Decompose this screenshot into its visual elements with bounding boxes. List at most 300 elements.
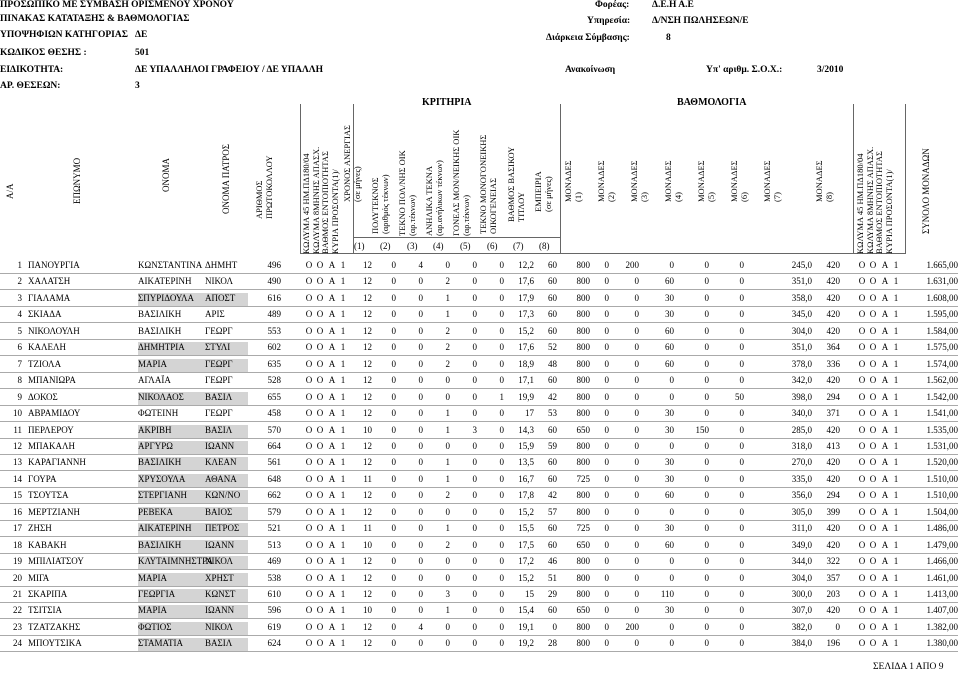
cell-m6: 0 [739, 638, 744, 649]
column-header-area [0, 94, 960, 254]
cell-aa: 23 [13, 621, 22, 632]
positions-label: ΑΡ. ΘΕΣΕΩΝ: [0, 81, 61, 91]
cell-q2: Ο [869, 506, 877, 517]
cell-k1: Ο [305, 292, 313, 303]
cell-c5: 0 [472, 506, 477, 517]
cell-c4: 2 [445, 539, 450, 550]
protocol-cell: 553 [267, 325, 281, 336]
cell-k3: Α [328, 589, 336, 599]
cell-k3: Α [328, 556, 336, 567]
father-cell: ΒΑΣΙΛ [205, 391, 233, 402]
cell-m1: 800 [576, 457, 590, 468]
cell-c3: 0 [418, 572, 423, 583]
cell-c6: 0 [499, 605, 504, 616]
cell-q4: 1 [893, 490, 899, 501]
name-cell: ΡΕΒΕΚΑ [138, 506, 174, 517]
cell-m4: 0 [669, 375, 674, 386]
cell-aa: 7 [17, 358, 22, 369]
cell-c3: 0 [418, 490, 423, 501]
name-cell: ΣΠΥΡΙΔΟΥΛΑ [138, 292, 194, 303]
cell-q1: Ο [858, 556, 866, 567]
cell-m5: 0 [704, 309, 709, 320]
protocol-cell: 619 [267, 621, 281, 632]
cell-m4: 60 [665, 342, 674, 353]
cell-c7: 12,2 [518, 260, 534, 270]
cell-m7: 345,0 [791, 309, 812, 320]
cell-m5: 0 [704, 276, 709, 287]
cell-m3: 0 [634, 391, 639, 402]
cell-aa: 5 [17, 325, 22, 336]
cell-c1: 12 [363, 292, 372, 303]
cell-q1: Ο [858, 572, 866, 583]
cell-c6: 0 [499, 473, 504, 484]
cell-q2: Ο [869, 440, 877, 451]
name-cell: ΑΙΚΑΤΕΡΙΝΗ [138, 276, 192, 287]
cell-c2: 0 [391, 358, 396, 369]
name-cell: ΧΡΥΣΟΥΛΑ [138, 473, 186, 484]
cell-m1: 650 [576, 605, 590, 616]
cell-c8: 28 [548, 638, 557, 649]
total-cell: 1.382,00 [926, 621, 958, 632]
cell-c3: 0 [418, 638, 423, 649]
code-label: ΚΩΔΙΚΟΣ ΘΕΣΗΣ : [0, 48, 87, 58]
cell-m4: 0 [669, 556, 674, 567]
cell-k4: 1 [340, 605, 346, 616]
group-criteria: ΚΡΙΤΗΡΙΑ [422, 97, 472, 108]
protocol-cell: 496 [267, 260, 281, 270]
cell-m7: 335,0 [791, 473, 812, 484]
cell-m2: 0 [604, 342, 609, 353]
name-cell: ΜΑΡΙΑ [138, 572, 168, 583]
cell-q4: 1 [893, 440, 899, 451]
cell-q4: 1 [893, 358, 899, 369]
protocol-cell: 616 [267, 292, 281, 303]
cell-c8: 60 [548, 325, 557, 336]
surname-cell: ΖΗΣΗ [28, 523, 52, 534]
cell-k1: Ο [305, 621, 313, 632]
cell-m2: 0 [604, 375, 609, 386]
cell-c2: 0 [391, 408, 396, 419]
cell-m6: 0 [739, 523, 744, 534]
cell-m5: 0 [704, 539, 709, 550]
col-c4: ΑΝΗΛΙΚΑ ΤΕΚΝΑ (αρ.ανήλικων τέκνων) [424, 160, 444, 236]
protocol-cell: 664 [267, 440, 281, 451]
cell-m7: 351,0 [791, 342, 812, 353]
cell-m3: 0 [634, 325, 639, 336]
cell-c1: 11 [363, 473, 372, 484]
cell-m2: 0 [604, 621, 609, 632]
cell-m8: 420 [826, 457, 840, 468]
cell-c3: 0 [418, 408, 423, 419]
cell-c7: 15 [525, 589, 534, 599]
cell-q3: Α [881, 457, 889, 468]
cell-c4: 1 [445, 292, 450, 303]
total-cell: 1.486,00 [926, 523, 958, 534]
cell-m2: 0 [604, 572, 609, 583]
cell-k3: Α [328, 539, 336, 550]
cell-c3: 0 [418, 325, 423, 336]
cell-m4: 30 [665, 523, 674, 534]
surname-cell: ΜΙΓΑ [28, 572, 50, 583]
cell-m2: 0 [604, 424, 609, 435]
crit-number: (4) [433, 241, 444, 251]
cell-q4: 1 [893, 556, 899, 567]
protocol-cell: 521 [267, 523, 281, 534]
cell-q4: 1 [893, 473, 899, 484]
cell-k1: Ο [305, 260, 313, 270]
cell-q3: Α [881, 572, 889, 583]
cell-m1: 800 [576, 506, 590, 517]
cell-m6: 0 [739, 490, 744, 501]
row-separator [0, 651, 958, 652]
cell-c7: 17,8 [518, 490, 534, 501]
protocol-cell: 579 [267, 506, 281, 517]
cell-c4: 0 [445, 391, 450, 402]
cell-m7: 344,0 [791, 556, 812, 567]
cell-m1: 800 [576, 408, 590, 419]
cell-m6: 0 [739, 292, 744, 303]
cell-c1: 12 [363, 342, 372, 353]
cell-c4: 0 [445, 375, 450, 386]
cell-c2: 0 [391, 276, 396, 287]
cell-c4: 1 [445, 309, 450, 320]
cell-k4: 1 [340, 440, 346, 451]
cell-c5: 0 [472, 638, 477, 649]
cell-m7: 307,0 [791, 605, 812, 616]
cell-m2: 0 [604, 539, 609, 550]
name-cell: ΒΑΣΙΛΙΚΗ [138, 325, 182, 336]
cell-q1: Ο [858, 276, 866, 287]
cell-k1: Ο [305, 358, 313, 369]
cell-q1: Ο [858, 638, 866, 649]
cell-q4: 1 [893, 605, 899, 616]
name-cell: ΔΗΜΗΤΡΙΑ [138, 342, 185, 353]
cell-m1: 800 [576, 276, 590, 287]
cell-m3: 0 [634, 589, 639, 599]
cell-m1: 800 [576, 391, 590, 402]
surname-cell: ΜΠΟΥΤΣΙΚΑ [28, 638, 82, 649]
cell-k4: 1 [340, 276, 346, 287]
cell-m3: 0 [634, 342, 639, 353]
cell-c5: 3 [472, 424, 477, 435]
cell-q2: Ο [869, 424, 877, 435]
cell-q3: Α [881, 276, 889, 287]
surname-cell: ΤΣΟΥΤΣΑ [28, 490, 69, 501]
cell-m3: 200 [625, 621, 639, 632]
cell-c3: 0 [418, 539, 423, 550]
surname-cell: ΤΣΙΤΣΙΑ [28, 605, 62, 616]
cell-k3: Α [328, 408, 336, 419]
total-cell: 1.510,00 [926, 490, 958, 501]
cell-aa: 14 [13, 473, 22, 484]
cell-c5: 0 [472, 309, 477, 320]
cell-k2: Ο [316, 457, 324, 468]
cell-c5: 0 [472, 358, 477, 369]
father-cell: ΓΕΩΡΓ [205, 358, 233, 369]
cell-c2: 0 [391, 260, 396, 270]
cell-q4: 1 [893, 572, 899, 583]
cell-q3: Α [881, 605, 889, 616]
cell-c6: 0 [499, 375, 504, 386]
cell-c5: 0 [472, 523, 477, 534]
cell-m8: 420 [826, 424, 840, 435]
cell-c1: 10 [363, 605, 372, 616]
crit-number: (2) [380, 241, 391, 251]
cell-q3: Α [881, 523, 889, 534]
cell-m6: 0 [739, 605, 744, 616]
cell-k2: Ο [316, 621, 324, 632]
cell-m3: 0 [634, 490, 639, 501]
surname-cell: ΤΖΑΤΖΑΚΗΣ [28, 621, 81, 632]
cell-c6: 0 [499, 638, 504, 649]
col-m5: ΜΟΝΑΔΕΣ (5) [696, 160, 716, 202]
cell-c2: 0 [391, 292, 396, 303]
cell-c6: 0 [499, 440, 504, 451]
cell-k3: Α [328, 325, 336, 336]
cell-m7: 318,0 [791, 440, 812, 451]
cell-m6: 0 [739, 621, 744, 632]
cell-m8: 420 [826, 473, 840, 484]
cell-q4: 1 [893, 457, 899, 468]
cell-c4: 1 [445, 473, 450, 484]
cell-k2: Ο [316, 375, 324, 386]
cell-c2: 0 [391, 523, 396, 534]
cell-m1: 800 [576, 490, 590, 501]
cell-m7: 304,0 [791, 572, 812, 583]
cell-aa: 22 [13, 605, 22, 616]
col-aa: Α/Α [5, 183, 15, 199]
cell-q1: Ο [858, 589, 866, 599]
col-c6: ΤΕΚΝΟ ΜΟΝΟΓΟΝΕΙΚΗΣ ΟΙΚΟΓΕΝΕΙΑΣ [478, 134, 498, 234]
cell-c4: 2 [445, 490, 450, 501]
cell-c1: 12 [363, 506, 372, 517]
protocol-cell: 458 [267, 408, 281, 419]
cell-c5: 0 [472, 440, 477, 451]
total-cell: 1.413,00 [926, 589, 958, 599]
cell-c4: 0 [445, 260, 450, 270]
cell-m6: 0 [739, 342, 744, 353]
cell-k1: Ο [305, 276, 313, 287]
surname-cell: ΑΒΡΑΜΙΔΟΥ [28, 408, 81, 419]
cell-c1: 12 [363, 408, 372, 419]
cell-m8: 420 [826, 260, 840, 270]
cell-c3: 0 [418, 424, 423, 435]
cell-c7: 15,5 [518, 523, 534, 534]
cell-c3: 0 [418, 506, 423, 517]
cell-k2: Ο [316, 342, 324, 353]
cell-c3: 0 [418, 556, 423, 567]
cell-m5: 0 [704, 325, 709, 336]
cell-aa: 10 [13, 408, 22, 419]
cell-aa: 15 [13, 490, 22, 501]
cell-q2: Ο [869, 490, 877, 501]
cell-c6: 0 [499, 556, 504, 567]
cell-c1: 12 [363, 490, 372, 501]
cell-m3: 0 [634, 276, 639, 287]
cell-c8: 42 [548, 490, 557, 501]
cell-m1: 725 [576, 523, 590, 534]
cell-m5: 0 [704, 523, 709, 534]
cell-c8: 60 [548, 309, 557, 320]
cell-c6: 1 [499, 391, 504, 402]
cell-m6: 0 [739, 276, 744, 287]
cell-k3: Α [328, 391, 336, 402]
cell-m8: 420 [826, 523, 840, 534]
cell-k4: 1 [340, 424, 346, 435]
col-m7: ΜΟΝΑΔΕΣ (7) [762, 160, 782, 202]
cell-q3: Α [881, 440, 889, 451]
cell-c5: 0 [472, 589, 477, 599]
cell-k2: Ο [316, 506, 324, 517]
cell-aa: 24 [13, 638, 22, 649]
cell-m8: 420 [826, 375, 840, 386]
surname-cell: ΣΚΙΑΔΑ [28, 309, 62, 320]
cell-aa: 3 [17, 292, 22, 303]
cell-q4: 1 [893, 621, 899, 632]
cell-c6: 0 [499, 572, 504, 583]
cell-c7: 15,4 [518, 605, 534, 616]
crit-number: (6) [487, 241, 498, 251]
col-m4: ΜΟΝΑΔΕΣ (4) [663, 160, 683, 202]
cell-k3: Α [328, 358, 336, 369]
total-cell: 1.466,00 [926, 556, 958, 567]
cell-c8: 57 [548, 506, 557, 517]
total-cell: 1.584,00 [926, 325, 958, 336]
cell-k4: 1 [340, 506, 346, 517]
duration-label: Διάρκεια Σύμβασης: [546, 33, 630, 43]
cell-m3: 0 [634, 424, 639, 435]
agency-label: Φορέας: [595, 0, 630, 10]
cell-c1: 12 [363, 276, 372, 287]
father-cell: ΑΡΙΣ [205, 309, 225, 320]
cell-q2: Ο [869, 358, 877, 369]
cell-m8: 196 [826, 638, 840, 649]
cell-c4: 1 [445, 457, 450, 468]
cell-q3: Α [881, 260, 889, 270]
cell-k4: 1 [340, 408, 346, 419]
surname-cell: ΓΙΑΛΑΜΑ [28, 292, 71, 303]
cell-k1: Ο [305, 523, 313, 534]
cell-c6: 0 [499, 424, 504, 435]
col-m1: ΜΟΝΑΔΕΣ (1) [563, 160, 583, 202]
cell-q4: 1 [893, 309, 899, 320]
cell-aa: 18 [13, 539, 22, 550]
cell-m6: 0 [739, 556, 744, 567]
col-kolyma-left: ΚΩΛΥΜΑ 45 ΗΜ.ΠΔ180/04 ΚΩΛΥΜΑ 8ΜΗΝΗΣ ΑΠΑΣΧ. ΒΑΘΜΟΣ ΕΝΤΟΠΙΟΤΗΤΑΣ ΚΥΡΙΑ ΠΡΟΣΟΝΤΑ(1)/ [301, 146, 340, 254]
cell-c5: 0 [472, 473, 477, 484]
cell-q3: Α [881, 309, 889, 320]
cell-m2: 0 [604, 292, 609, 303]
cell-k2: Ο [316, 539, 324, 550]
cell-c8: 53 [548, 408, 557, 419]
cell-k2: Ο [316, 358, 324, 369]
cell-c1: 12 [363, 309, 372, 320]
cell-c6: 0 [499, 260, 504, 270]
cell-q4: 1 [893, 424, 899, 435]
cell-c6: 0 [499, 621, 504, 632]
cell-q1: Ο [858, 342, 866, 353]
cell-c5: 0 [472, 539, 477, 550]
cell-m7: 356,0 [791, 490, 812, 501]
cell-m2: 0 [604, 457, 609, 468]
cell-c7: 15,2 [518, 506, 534, 517]
col-m3: ΜΟΝΑΔΕΣ (3) [629, 160, 649, 202]
cell-m6: 0 [739, 260, 744, 270]
father-cell: ΑΠΟΣΤ [205, 292, 236, 303]
cell-k4: 1 [340, 309, 346, 320]
father-cell: ΝΙΚΟΛ [205, 276, 233, 287]
father-cell: ΚΛΕΑΝ [205, 457, 237, 468]
cell-m7: 270,0 [791, 457, 812, 468]
protocol-cell: 561 [267, 457, 281, 468]
cell-m3: 0 [634, 408, 639, 419]
cell-m4: 0 [669, 506, 674, 517]
code-value: 501 [135, 48, 150, 58]
cell-c1: 12 [363, 556, 372, 567]
cell-k4: 1 [340, 325, 346, 336]
name-cell: ΦΩΤΕΙΝΗ [138, 408, 179, 419]
cell-m7: 311,0 [792, 523, 812, 534]
crit-number: (1) [354, 241, 365, 251]
cell-m4: 60 [665, 276, 674, 287]
cell-k1: Ο [305, 375, 313, 386]
cell-q1: Ο [858, 424, 866, 435]
table-row [0, 635, 960, 655]
surname-cell: ΤΖΙΟΛΑ [28, 358, 62, 369]
cell-k3: Α [328, 375, 336, 386]
cell-c7: 18,9 [518, 358, 534, 369]
col-kolyma-right: ΚΩΛΥΜΑ 45 ΗΜ.ΠΔ180/04 ΚΩΛΥΜΑ 8ΜΗΝΗΣ ΑΠΑΣΧ. ΒΑΘΜΟΣ ΕΝΤΟΠΙΟΤΗΤΑΣ ΚΥΡΙΑ ΠΡΟΣΟΝΤΑ(1)/ [855, 146, 894, 254]
cell-c3: 0 [418, 457, 423, 468]
cell-c5: 0 [472, 457, 477, 468]
cell-q1: Ο [858, 440, 866, 451]
cell-c2: 0 [391, 572, 396, 583]
cell-m8: 420 [826, 325, 840, 336]
father-cell: ΙΩΑΝΝ [205, 605, 235, 616]
cell-c5: 0 [472, 375, 477, 386]
cell-c8: 46 [548, 556, 557, 567]
cell-k3: Α [328, 342, 336, 353]
cell-m8: 294 [826, 391, 840, 402]
cell-m6: 0 [739, 325, 744, 336]
cell-c7: 15,2 [518, 572, 534, 583]
cell-q1: Ο [858, 490, 866, 501]
cell-q3: Α [881, 539, 889, 550]
cell-q2: Ο [869, 260, 877, 270]
col-c7: ΒΑΘΜΟΣ ΒΑΣΙΚΟΥ ΤΙΤΛΟΥ [506, 146, 526, 222]
cell-q1: Ο [858, 506, 866, 517]
cell-m8: 420 [826, 539, 840, 550]
cell-m6: 0 [739, 424, 744, 435]
cell-m1: 800 [576, 260, 590, 270]
cell-m4: 60 [665, 325, 674, 336]
cell-c7: 15,9 [518, 440, 534, 451]
cell-m1: 650 [576, 539, 590, 550]
cell-q2: Ο [869, 292, 877, 303]
name-cell: ΒΑΣΙΛΙΚΗ [138, 539, 182, 550]
col-name: ΟΝΟΜΑ [161, 157, 171, 192]
cell-c6: 0 [499, 490, 504, 501]
cell-m4: 0 [669, 621, 674, 632]
cell-c8: 42 [548, 391, 557, 402]
col-c3: ΤΕΚΝΟ ΠΟΛ/ΝΗΣ ΟΙΚ (αρ.τέκνων) [397, 150, 417, 236]
cell-aa: 21 [13, 589, 22, 599]
cell-q4: 1 [893, 292, 899, 303]
cell-m3: 0 [634, 457, 639, 468]
cell-k2: Ο [316, 490, 324, 501]
father-cell: ΒΑΣΙΛ [205, 638, 233, 649]
cell-m5: 0 [704, 358, 709, 369]
